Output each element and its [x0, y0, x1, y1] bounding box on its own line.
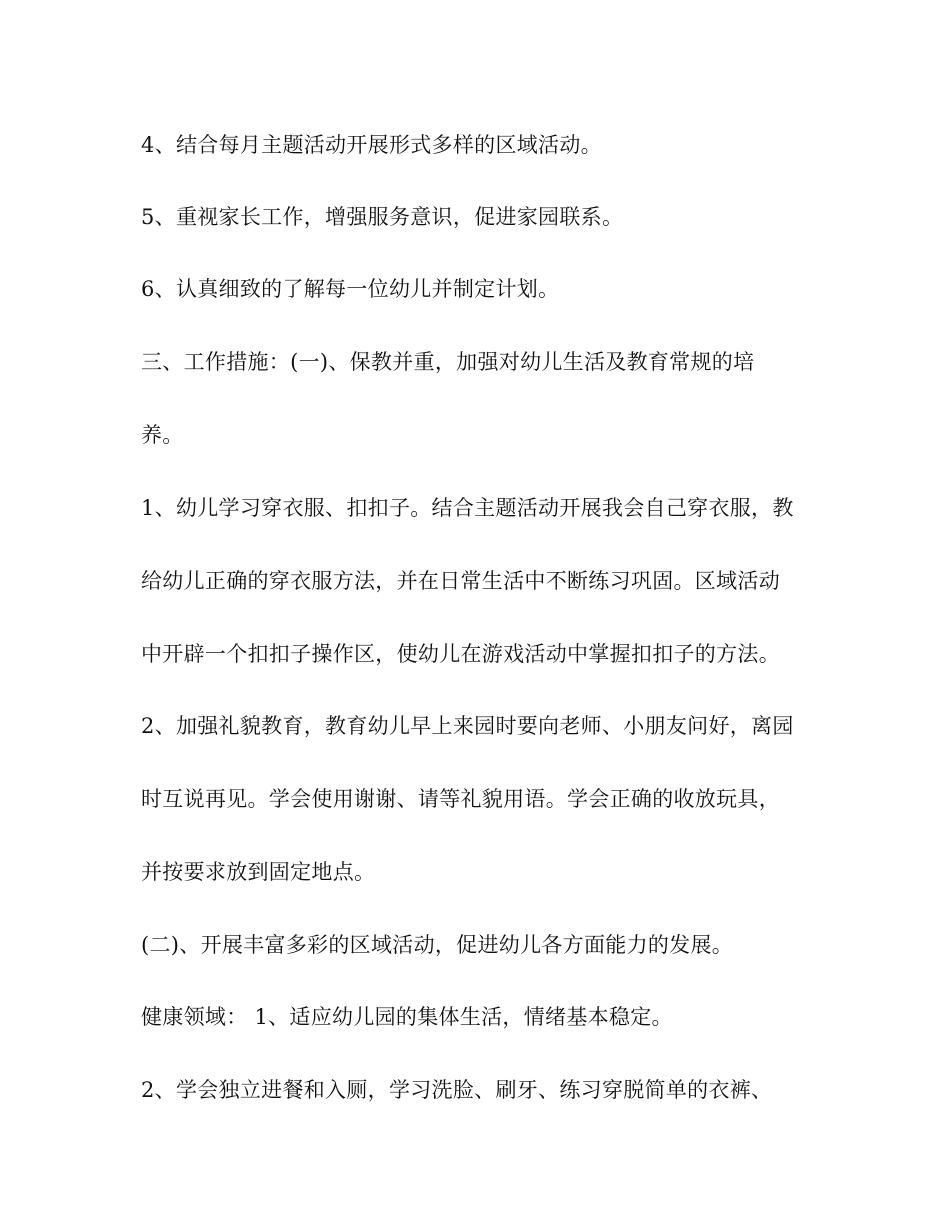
text-line: 时互说再见。学会使用谢谢、请等礼貌用语。学会正确的收放玩具，: [141, 787, 780, 811]
text-line: 6、认真细致的了解每一位幼儿并制定计划。: [141, 277, 560, 301]
text-line: (二)、开展丰富多彩的区域活动，促进幼儿各方面能力的发展。: [141, 933, 734, 957]
text-line: 4、结合每月主题活动开展形式多样的区域活动。: [141, 133, 602, 157]
text-line: 5、重视家长工作，增强服务意识，促进家园联系。: [141, 205, 624, 229]
text-line: 2、加强礼貌教育，教育幼儿早上来园时要向老师、小朋友问好，离园: [141, 714, 794, 738]
text-line: 三、工作措施：(一)、保教并重，加强对幼儿生活及教育常规的培: [141, 350, 755, 374]
text-line: 1、幼儿学习穿衣服、扣扣子。结合主题活动开展我会自己穿衣服，教: [141, 496, 794, 520]
text-line: 养。: [141, 423, 184, 447]
text-line: 中开辟一个扣扣子操作区，使幼儿在游戏活动中掌握扣扣子的方法。: [141, 642, 780, 666]
text-line: 给幼儿正确的穿衣服方法，并在日常生活中不断练习巩固。区域活动: [141, 569, 780, 593]
text-line: 2、学会独立进餐和入厕，学习洗脸、刷牙、练习穿脱简单的衣裤、: [141, 1078, 773, 1102]
text-line: 健康领域： 1、适应幼儿园的集体生活，情绪基本稳定。: [141, 1005, 673, 1029]
text-line: 并按要求放到固定地点。: [141, 860, 376, 884]
